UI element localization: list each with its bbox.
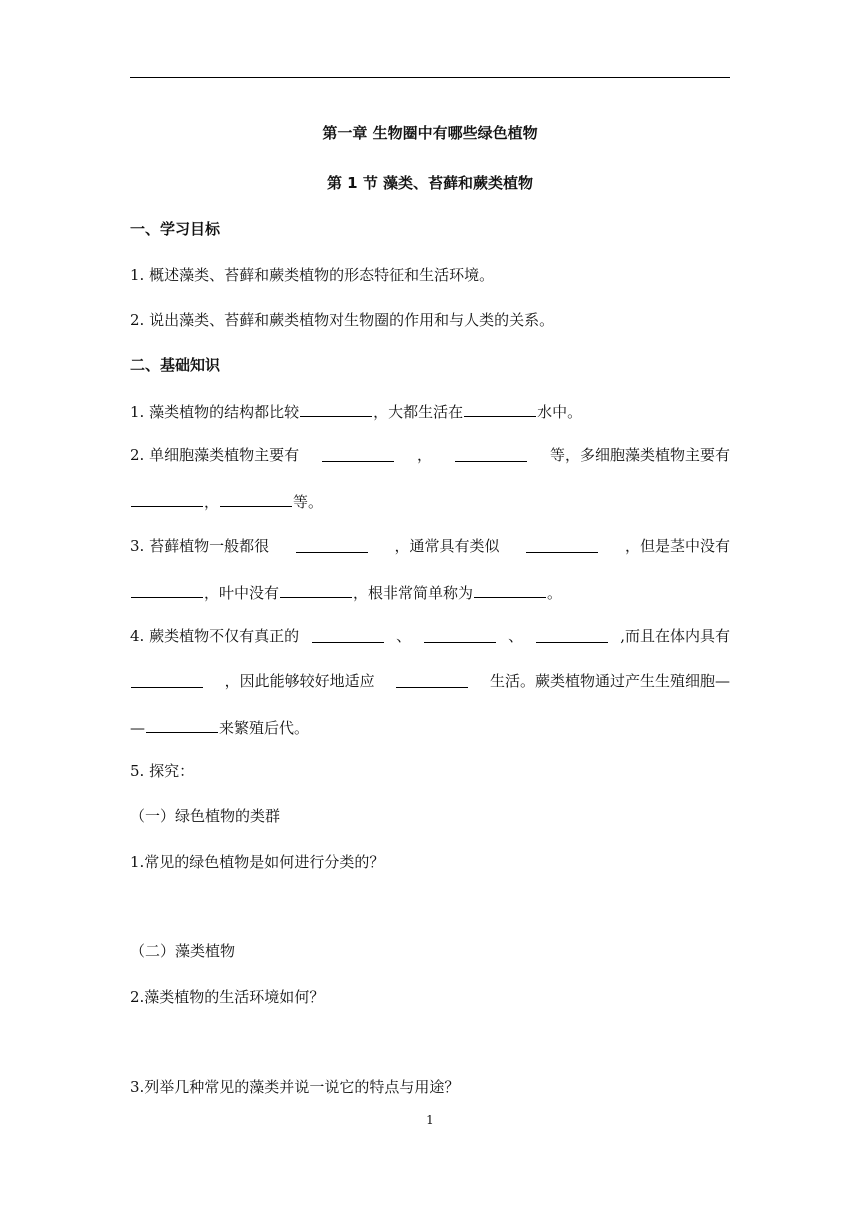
question-2-text-b: ， [417,446,433,464]
question-4-line-1 [130,625,730,647]
part-1-heading: （一）绿色植物的类群 [130,807,281,825]
question-1-text-b: ，大都生活在 [373,403,464,421]
question-3-text-d: ，叶中没有 [204,584,280,602]
fill-blank[interactable] [280,580,352,598]
question-3-text-e: ，根非常简单称为 [353,584,474,602]
question-3-text-c: ，但是茎中没有 [624,537,730,555]
question-4-text-h: 来繁殖后代。 [219,719,310,737]
fill-blank[interactable] [131,489,203,507]
question-4-line-3 [130,715,730,739]
basics-heading: 二、基础知识 [130,356,221,374]
fill-blank[interactable] [300,399,372,417]
fill-blank[interactable] [322,444,394,462]
question-3-line-1 [130,535,730,557]
chapter-title: 第一章 生物圈中有哪些绿色植物 [322,124,538,142]
question-5: 5. 探究： [130,762,195,780]
question-2-text-e: 等。 [293,493,324,511]
question-4-text-g: — [130,719,145,737]
question-1-text-c: 水中。 [537,403,583,421]
fill-blank[interactable] [131,580,203,598]
question-4-line-2 [130,670,730,692]
fill-blank[interactable] [455,444,527,462]
fill-blank[interactable] [220,489,292,507]
fill-blank[interactable] [396,670,468,688]
question-4-text-c: 、 [508,627,524,645]
question-1-text-a: 1. 藻类植物的结构都比较 [130,403,300,421]
fill-blank[interactable] [464,399,536,417]
fill-blank[interactable] [424,625,496,643]
question-4-text-b: 、 [396,627,412,645]
fill-blank[interactable] [312,625,384,643]
question-1 [130,399,730,423]
page-number: 1 [426,1113,434,1127]
part-2-question-2: 2.藻类植物的生活环境如何？ [130,988,325,1006]
header-rule [130,77,730,78]
question-3-line-2 [130,580,730,604]
question-4-text-a: 4. 蕨类植物不仅有真正的 [130,627,300,645]
question-4-text-e: ，因此能够较好地适应 [224,672,375,690]
question-2-text-d: ， [204,493,220,511]
question-3-text-f: 。 [547,584,563,602]
fill-blank[interactable] [146,715,218,733]
fill-blank[interactable] [526,535,598,553]
fill-blank[interactable] [131,670,203,688]
fill-blank[interactable] [474,580,546,598]
question-2-text-c: 等，多细胞藻类植物主要有 [549,446,730,464]
fill-blank[interactable] [296,535,368,553]
question-2-line-2 [130,489,730,513]
part-1-question-1: 1.常见的绿色植物是如何进行分类的？ [130,853,385,871]
goals-heading: 一、学习目标 [130,220,221,238]
question-4-text-f: 生活。蕨类植物通过产生生殖细胞— [489,672,730,690]
question-4-text-d: ,而且在体内具有 [620,627,730,645]
goal-item-1: 1. 概述藻类、苔藓和蕨类植物的形态特征和生活环境。 [130,266,495,284]
question-2-line-1 [130,444,730,466]
fill-blank[interactable] [536,625,608,643]
part-2-heading: （二）藻类植物 [130,942,236,960]
section-title: 第 1 节 藻类、苔藓和蕨类植物 [326,174,534,192]
question-3-text-b: ，通常具有类似 [394,537,500,555]
part-2-question-3: 3.列举几种常见的藻类并说一说它的特点与用途？ [130,1078,460,1096]
question-2-text-a: 2. 单细胞藻类植物主要有 [130,446,300,464]
question-3-text-a: 3. 苔藓植物一般都很 [130,537,270,555]
goal-item-2: 2. 说出藻类、苔藓和蕨类植物对生物圈的作用和与人类的关系。 [130,311,555,329]
